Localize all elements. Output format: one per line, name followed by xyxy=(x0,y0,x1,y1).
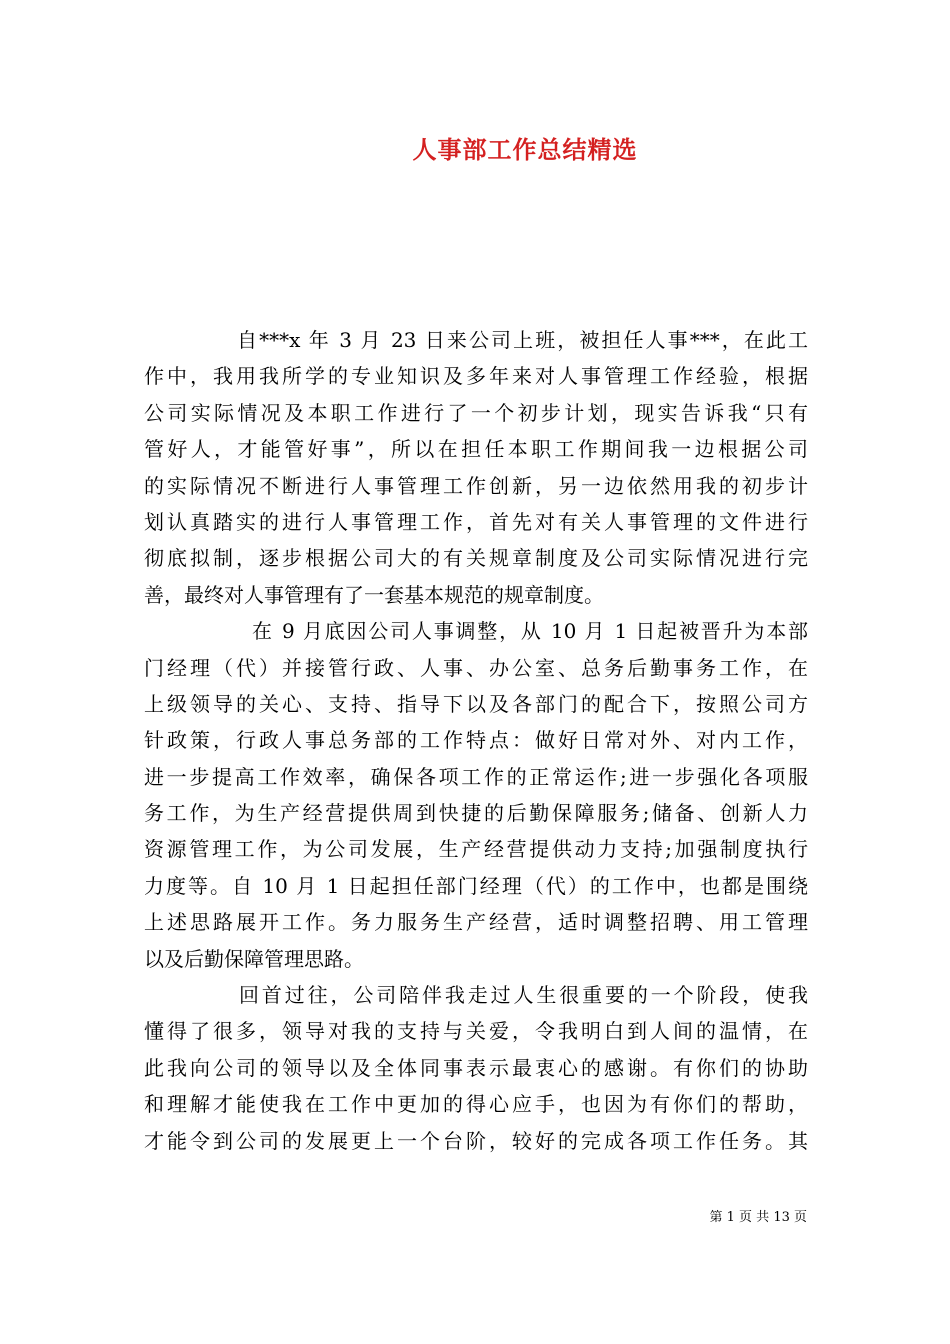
document-title: 人事部工作总结精选 xyxy=(412,135,638,164)
paragraph-line: 回首过往，公司陪伴我走过人生很重要的一个阶段，使我 xyxy=(239,983,808,1008)
document-body xyxy=(144,322,808,1159)
paragraph-line: 此我向公司的领导以及全体同事表示最衷心的感谢。有你们的协助 xyxy=(144,1055,808,1080)
paragraph-line: 上级领导的关心、支持、指导下以及各部门的配合下，按照公司方 xyxy=(144,691,808,716)
paragraph-line: 作中，我用我所学的专业知识及多年来对人事管理工作经验，根据 xyxy=(144,364,808,389)
paragraph-line: 才能令到公司的发展更上一个台阶，较好的完成各项工作任务。其 xyxy=(144,1128,808,1153)
paragraph-line: 彻底拟制，逐步根据公司大的有关规章制度及公司实际情况进行完 xyxy=(144,546,808,571)
paragraph-line: 懂得了很多，领导对我的支持与关爱，令我明白到人间的温情，在 xyxy=(144,1019,808,1044)
paragraph-line: 划认真踏实的进行人事管理工作，首先对有关人事管理的文件进行 xyxy=(144,509,808,534)
paragraph-line: 务工作，为生产经营提供周到快捷的后勤保障服务;储备、创新人力 xyxy=(144,801,808,826)
paragraph-line: 自***x 年 3 月 23 日来公司上班，被担任人事***，在此工 xyxy=(237,328,808,352)
paragraph-line: 力度等。自 10 月 1 日起担任部门经理（代）的工作中，也都是围绕 xyxy=(144,873,808,898)
paragraph-line: 以及后勤保障管理思路。 xyxy=(144,946,364,971)
paragraph-line: 管好人，才能管好事”，所以在担任本职工作期间我一边根据公司 xyxy=(144,437,808,462)
page-footer: 第 1 页 共 13 页 xyxy=(709,1210,807,1225)
paragraph-line: 在 9 月底因公司人事调整，从 10 月 1 日起被晋升为本部 xyxy=(252,619,808,644)
paragraph-line: 针政策，行政人事总务部的工作特点：做好日常对外、对内工作， xyxy=(144,728,808,753)
paragraph-line: 上述思路展开工作。务力服务生产经营，适时调整招聘、用工管理 xyxy=(144,910,808,935)
paragraph-line: 进一步提高工作效率，确保各项工作的正常运作;进一步强化各项服 xyxy=(144,764,808,789)
paragraph-line: 和理解才能使我在工作中更加的得心应手，也因为有你们的帮助， xyxy=(144,1092,808,1117)
paragraph-line: 公司实际情况及本职工作进行了一个初步计划，现实告诉我“只有 xyxy=(144,400,808,425)
paragraph-line: 门经理（代）并接管行政、人事、办公室、总务后勤事务工作，在 xyxy=(144,655,808,680)
paragraph-line: 的实际情况不断进行人事管理工作创新，另一边依然用我的初步计 xyxy=(144,473,808,498)
paragraph-line: 善，最终对人事管理有了一套基本规范的规章制度。 xyxy=(144,582,604,607)
paragraph-line: 资源管理工作，为公司发展，生产经营提供动力支持;加强制度执行 xyxy=(144,837,808,862)
